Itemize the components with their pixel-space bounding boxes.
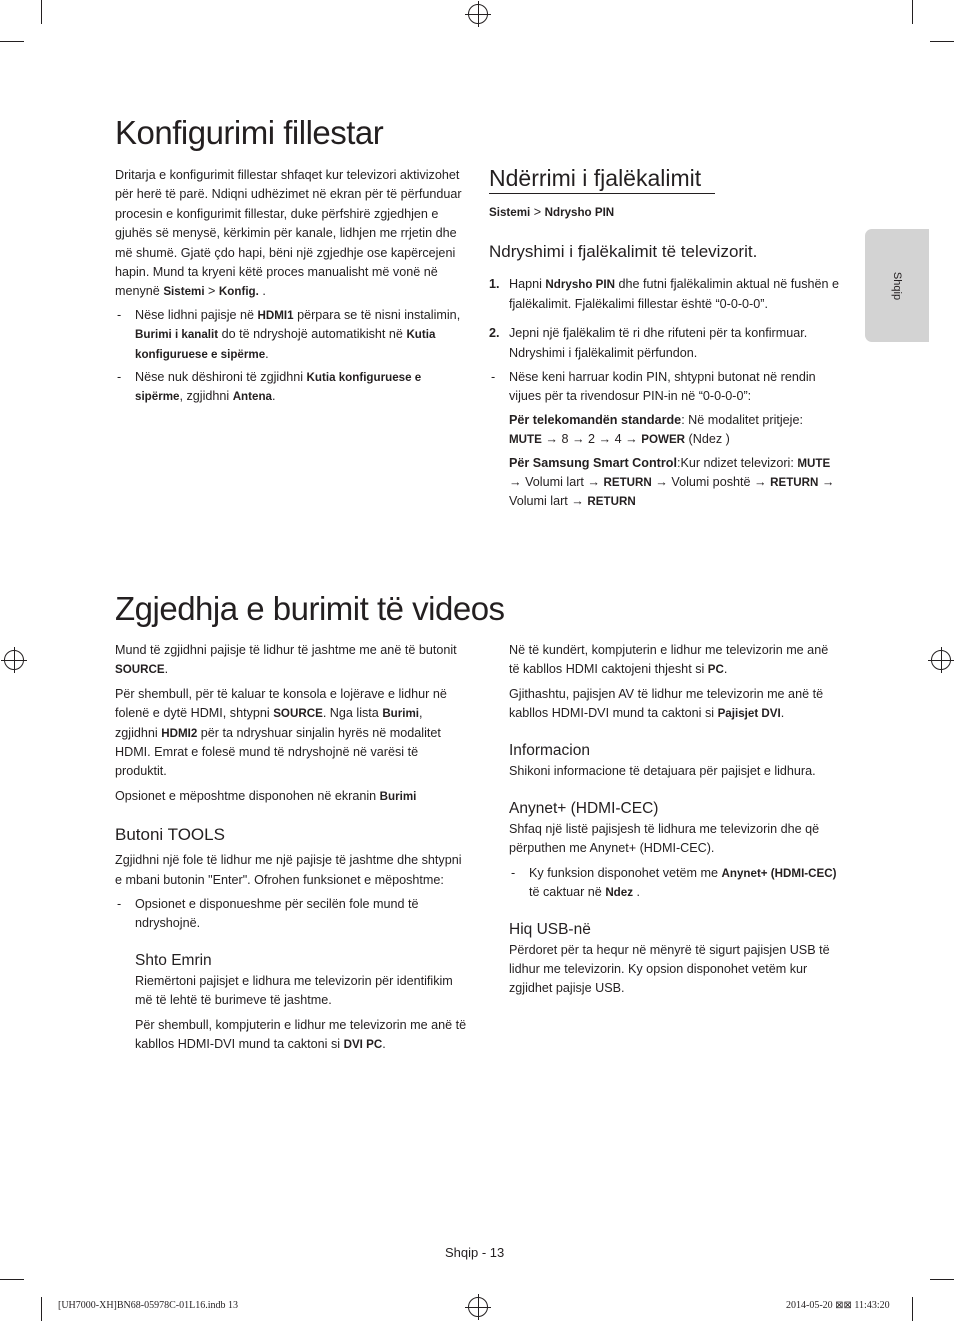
rename-description: Riemërtoni pajisjet e lidhura me televizorin për identifikim më të lehtë të burimeve të jashtme. [135,973,453,1008]
crop-mark [0,41,24,42]
subtitle-information: Informacion [509,741,590,759]
bullet-antenna: - Nëse nuk dëshironi të zgjidhni Kutia konfiguruese e sipërme, zgjidhni Antena. [115,368,465,407]
initial-setup-body [115,166,465,407]
tools-bullet: - Opsionet e disponueshme për secilën fole mund të ndryshojnë. [115,895,467,934]
subtitle-rename: Shto Emrin [135,951,212,969]
subtitle-tools-button: Butoni TOOLS [115,825,225,845]
information-description: Shikoni informacione të detajuara për pajisjet e lidhura. [509,763,816,778]
crop-mark [912,1297,913,1321]
subtitle-change-tv-password: Ndryshimi i fjalëkalimit të televizorit. [489,242,758,262]
anynet-description: Shfaq një listë pajisjesh të lidhura me televizorin dhe që përputhen me Anynet+ (HDMI-CEC). [509,822,820,856]
crop-mark [930,41,954,42]
side-tab-label: Shqip [891,271,903,300]
tools-description: Zgjidhni një fole të lidhur me një pajisje të jashtme dhe shtypni e mbani butonin "Enter". Ofrohen funksionet e mëposhtme: [115,853,462,887]
crop-mark [41,1297,42,1321]
print-file-info: [UH7000-XH]BN68-05978C-01L16.indb 13 [58,1300,238,1311]
crop-mark [930,1279,954,1280]
source-intro: Mund të zgjidhni pajisje të lidhur të jashtme me anë të butonit SOURCE. [115,643,457,677]
registration-mark-icon [4,650,24,670]
menu-path: Sistemi > Ndrysho PIN [489,205,615,219]
crop-mark [0,1279,24,1280]
crop-mark [912,0,913,24]
video-source-right-column [509,641,839,999]
page-number: Shqip - 13 [445,1245,505,1260]
source-options-intro: Opsionet e mëposhtme disponohen në ekranin Burimi [115,788,417,803]
intro-paragraph: Dritarja e konfigurimit fillestar shfaqet kur televizori aktivizohet për herë të parë. Ndiqni udhëzimet në ekran për të përfunduar procesin e konfigurimit fillestar, duke përfshirë zgjedhjen e gjuhës së menysë, kërkimin për kanale, lidhjen me rrjetin dhe më shumë. Gjatë çdo hapi, bëni një zgjedhje ose kapërcejeni hapin. Mund ta kryeni këtë proces manualisht më vonë në menynë Sistemi > Konfig. . [115,168,462,299]
change-password-body [489,203,839,512]
subtitle-anynet: Anynet+ (HDMI-CEC) [509,800,659,818]
section-title-change-password: Ndërrimi i fjalëkalimit [489,165,702,191]
smart-control-sequence: Për Samsung Smart Control:Kur ndizet televizori: MUTE → Volumi lart → RETURN → Volumi poshtë → RETURN → Volumi lart → RETURN [509,455,835,509]
remove-usb-description: Përdoret për ta hequr në mënyrë të sigurt pajisjen USB të lidhur me televizorin. Ky opsion disponohet vetëm kur zgjidhet pajisje USB. [509,942,830,996]
language-side-tab [865,229,929,342]
dvi-naming-paragraph: Gjithashtu, pajisjen AV të lidhur me televizorin me anë të kabllos HDMI-DVI mund ta caktoni si Pajisjet DVI. [509,686,824,721]
registration-mark-icon [468,1297,488,1317]
source-example: Për shembull, për të kaluar te konsola e lojërave e lidhur në folenë e dytë HDMI, shtypni SOURCE. Nga lista Burimi, zgjidhni HDMI2 për ta ndryshuar sinjalin hyrës në modalitet HDMI. Emrat e folesë mund të ndryshojnë në varësi të produktit. [115,686,447,779]
title-underline [489,193,715,194]
section-title-video-source: Zgjedhja e burimit të videos [115,590,505,627]
rename-example: Për shembull, kompjuterin e lidhur me televizorin me anë të kabllos HDMI-DVI mund ta caktoni si DVI PC. [135,1017,467,1052]
registration-mark-icon [468,4,488,24]
standard-remote-sequence: Për telekomandën standarde: Në modalitet pritjeje: MUTE → 8 → 2 → 4 → POWER (Ndez ) [509,412,803,447]
registration-mark-icon [931,650,951,670]
print-date-info: 2014-05-20 ⊠⊠ 11:43:20 [786,1300,890,1311]
anynet-bullet: - Ky funksion disponohet vetëm me Anynet+ (HDMI-CEC) të caktuar në Ndez . [509,864,839,903]
forgot-pin-note: - Nëse keni harruar kodin PIN, shtypni butonat në rendin vijues për ta rivendosur PIN-in në “0-0-0-0”: [489,368,839,407]
section-title-initial-setup: Konfigurimi fillestar [115,114,384,151]
step-2: 2. Jepni një fjalëkalim të ri dhe rifuteni për ta konfirmuar. Ndryshimi i fjalëkalimit përfundon. [489,326,808,360]
bullet-hdmi1: - Nëse lidhni pajisje në HDMI1 përpara se të nisni instalimin, Burimi i kanalit do të ndryshojë automatikisht në Kutia konfiguruese e sipërme. [115,306,465,364]
subtitle-remove-usb: Hiq USB-në [509,920,591,938]
step-1: 1. Hapni Ndrysho PIN dhe futni fjalëkalimin aktual në fushën e fjalëkalimit. Fjalëkalimi fillestar është “0-0-0-0”. [489,277,840,311]
video-source-left-column [115,641,467,1055]
pc-naming-paragraph: Në të kundërt, kompjuterin e lidhur me televizorin me anë të kabllos HDMI caktojeni thjesht si PC. [509,643,829,677]
crop-mark [41,0,42,24]
